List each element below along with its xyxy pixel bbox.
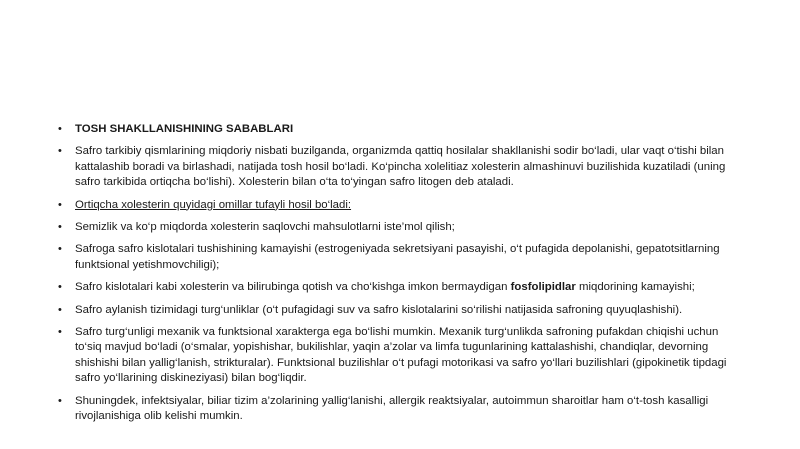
bullet-item-factors-heading [58, 198, 748, 213]
bullet-item-mechanical [58, 325, 748, 387]
bullet-text: Safroga safro kislotalari tushishining kamayishi (estrogeniyada sekretsiyani pasayishi, o‘t pufagida depolanishi, gepatotsitlarning funktsional yetishmovchiligi); [75, 243, 720, 271]
bullet-dot: • [58, 123, 62, 135]
bullet-dot: • [58, 326, 62, 339]
bullet-item-title [58, 122, 748, 137]
bullet-list [58, 122, 748, 432]
bullet-dot: • [58, 243, 62, 256]
bullet-item-phospholipids [58, 280, 748, 295]
bullet-dot: • [58, 198, 62, 211]
factors-subheading: Ortiqcha xolesterin quyidagi omillar tufayli hosil bo‘ladi: [75, 198, 352, 211]
bullet-text: Safro tarkibiy qismlarining miqdoriy nisbati buzilganda, organizmda qattiq hosilalar shakllanishi sodir bo‘ladi, ular vaqt o‘tishi bilan kattalashib boradi va birlashadi, natijada tosh hosil bo‘ladi. Ko‘pincha xolelitiaz xolesterin almashinuvi buzilishida kuzatiladi (uning safro tarkibida ortiqcha bo‘lishi). Xolesterin bilan o‘ta to‘yingan safro litogen deb ataladi. [75, 145, 726, 189]
bullet-dot: • [58, 303, 62, 316]
bullet-text-part: Safro kislotalari kabi xolesterin va bilirubinga qotish va cho‘kishga imkon bermaydigan [75, 281, 511, 294]
section-heading: TOSH SHAKLLANISHINING SABABLARI [75, 123, 294, 135]
bullet-dot: • [58, 221, 62, 234]
bold-term: fosfolipidlar [510, 281, 576, 294]
bullet-item-infections [58, 394, 748, 425]
bullet-dot: • [58, 394, 62, 407]
bullet-text-part: miqdorining kamayishi; [575, 281, 695, 294]
bullet-text: Safro turg‘unligi mexanik va funktsional xarakterga ega bo‘lishi mumkin. Mexanik turg‘unlikda safroning pufakdan chiqishi uchun to‘siq mavjud bo‘ladi (o‘smalar, yopishishar, bukilishlar, yaqin a’zolar va limfa tugunlarining kattalashishi, chandiqlar, devorning shishishi bilan yallig‘lanish, strikturalar). Funktsional buzilishlar o‘t pufagi motorikasi va safro yo‘llari buzilishlari (gipokinetik tipdagi safro yo‘llarining diskineziyasi) bilan bog‘liqdir. [75, 326, 727, 385]
bullet-text: Shuningdek, infektsiyalar, biliar tizim a’zolarining yallig‘lanishi, allergik reaktsiyalar, autoimmun sharoitlar ham o‘t-tosh kasalligi rivojlanishiga olib kelishi mumkin. [75, 394, 709, 423]
bullet-dot: • [58, 281, 62, 294]
bullet-dot: • [58, 145, 62, 158]
bullet-item-intro [58, 144, 748, 190]
bullet-item-obesity [58, 220, 748, 235]
bullet-item-stagnation [58, 303, 748, 318]
bullet-text: Semizlik va ko‘p miqdorda xolesterin saqlovchi mahsulotlarni iste’mol qilish; [75, 221, 455, 234]
bullet-text: Safro aylanish tizimidagi turg‘unliklar (o‘t pufagidagi suv va safro kislotalarini so‘rilishi natijasida safroning quyuqlashishi). [75, 303, 683, 316]
bullet-item-bile-acids [58, 242, 748, 273]
